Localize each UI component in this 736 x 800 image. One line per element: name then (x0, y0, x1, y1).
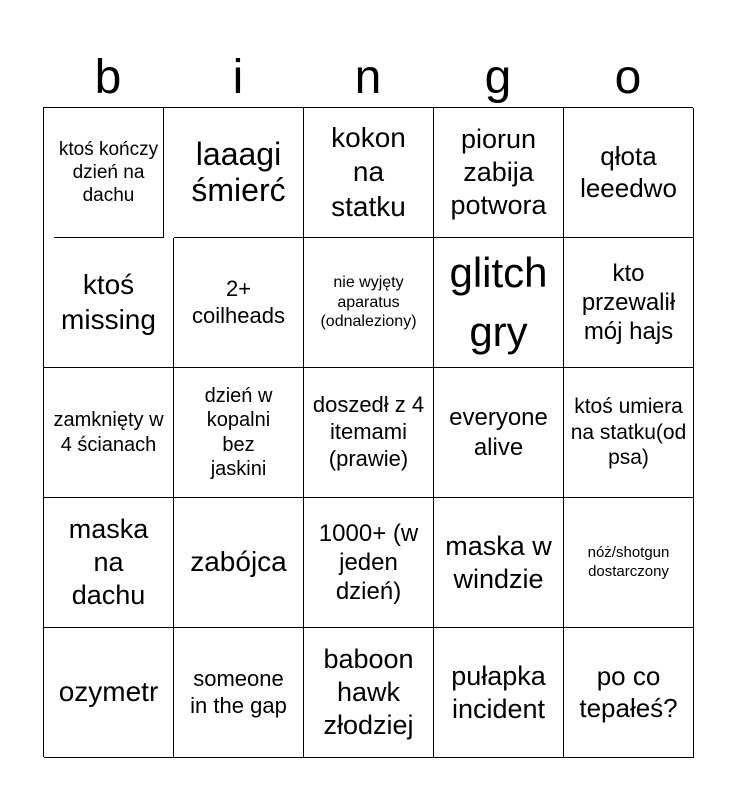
bingo-cell[interactable]: someone in the gap (174, 628, 304, 758)
bingo-cell[interactable]: everyone alive (434, 368, 564, 498)
bingo-cell[interactable]: ktoś umiera na statku(od psa) (564, 368, 694, 498)
header-letter-o: o (614, 51, 642, 104)
bingo-cell[interactable]: po co tepałeś? (564, 628, 694, 758)
bingo-cell[interactable]: kto przewalił mój hajs (564, 238, 694, 368)
bingo-cell[interactable]: ozymetr (44, 628, 174, 758)
header-letter-n: n (354, 51, 382, 104)
bingo-cell[interactable]: nie wyjęty aparatus (odnaleziony) (304, 238, 434, 368)
bingo-header (43, 48, 693, 108)
bingo-cell[interactable]: ktoś kończy dzień na dachu (54, 108, 164, 238)
bingo-cell[interactable]: dzień w kopalni bez jaskini (174, 368, 304, 498)
bingo-cell[interactable]: zamknięty w 4 ścianach (44, 368, 174, 498)
bingo-cell[interactable]: qłota leeedwo (564, 108, 694, 238)
header-letter-i: i (232, 51, 244, 104)
bingo-cell[interactable]: laaagi śmierć (174, 108, 304, 238)
bingo-cell[interactable]: maska w windzie (434, 498, 564, 628)
bingo-cell[interactable]: zabójca (174, 498, 304, 628)
bingo-cell[interactable]: maska na dachu (44, 498, 174, 628)
bingo-cell[interactable]: ktoś missing (44, 238, 174, 368)
bingo-cell[interactable]: pułapka incident (434, 628, 564, 758)
bingo-cell[interactable]: piorun zabija potwora (434, 108, 564, 238)
bingo-cell[interactable]: baboon hawk złodziej (304, 628, 434, 758)
bingo-cell[interactable]: kokon na statku (304, 108, 434, 238)
bingo-cell[interactable]: glitch gry (434, 238, 564, 368)
bingo-cell[interactable]: 2+ coilheads (174, 238, 304, 368)
bingo-cell[interactable]: nóż/shotgun dostarczony (564, 498, 694, 628)
header-letter-b: b (94, 51, 122, 104)
bingo-cell[interactable]: doszedł z 4 itemami (prawie) (304, 368, 434, 498)
header-letter-g: g (484, 51, 512, 104)
bingo-grid (43, 107, 693, 757)
bingo-cell[interactable]: 1000+ (w jeden dzień) (304, 498, 434, 628)
